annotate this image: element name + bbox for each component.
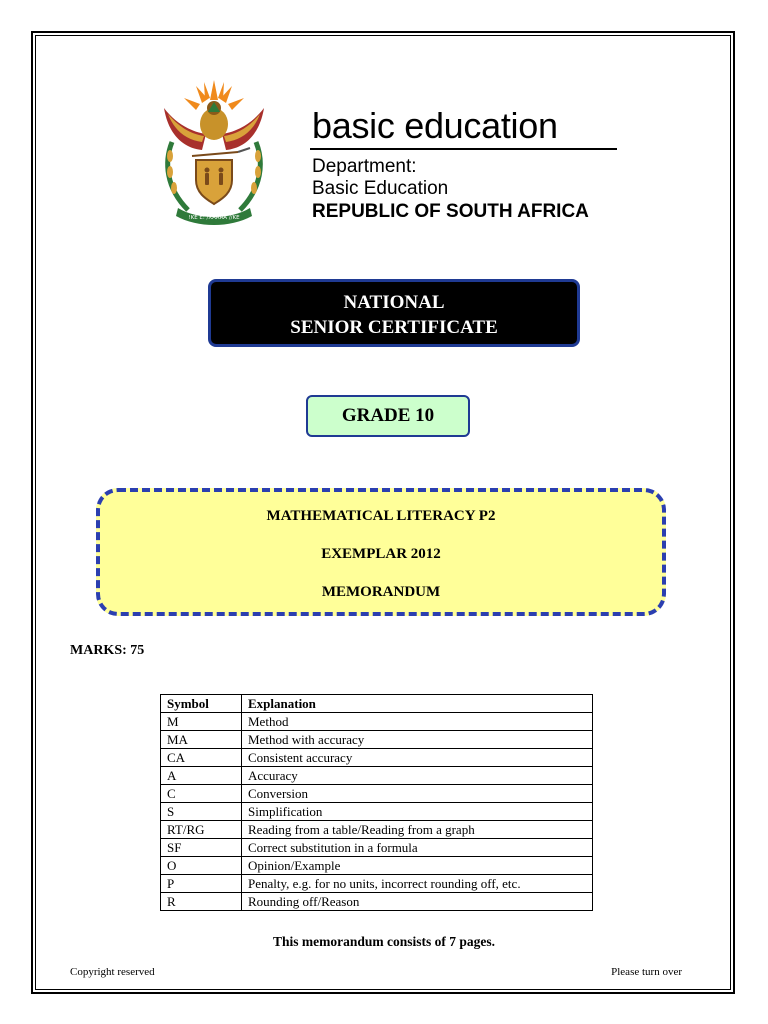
page-count-note: This memorandum consists of 7 pages.	[272, 934, 496, 949]
certificate-line2: SENIOR CERTIFICATE	[290, 317, 498, 338]
symbol-cell: A	[161, 767, 242, 785]
column-header-symbol: Symbol	[161, 695, 242, 713]
explanation-cell: Conversion	[242, 785, 593, 803]
explanation-cell: Consistent accuracy	[242, 749, 593, 767]
dept-country: REPUBLIC OF SOUTH AFRICA	[312, 201, 589, 222]
symbol-cell: R	[161, 893, 242, 911]
exemplar-year: EXEMPLAR 2012	[321, 546, 441, 562]
table-row	[161, 767, 593, 785]
document-type: MEMORANDUM	[321, 584, 441, 600]
column-header-explanation: Explanation	[242, 695, 593, 713]
explanation-cell: Reading from a table/Reading from a graph	[242, 821, 593, 839]
symbol-legend-table	[160, 694, 593, 911]
grade-badge: GRADE 10	[306, 395, 470, 437]
table-row	[161, 893, 593, 911]
explanation-cell: Opinion/Example	[242, 857, 593, 875]
copyright-footer: Copyright reserved	[70, 966, 155, 978]
symbol-cell: CA	[161, 749, 242, 767]
symbol-cell: O	[161, 857, 242, 875]
certificate-banner	[208, 279, 580, 347]
explanation-cell: Simplification	[242, 803, 593, 821]
table-row	[161, 803, 593, 821]
subject-panel	[96, 488, 666, 616]
symbol-cell: P	[161, 875, 242, 893]
explanation-cell: Correct substitution in a formula	[242, 839, 593, 857]
explanation-cell: Penalty, e.g. for no units, incorrect rounding off, etc.	[242, 875, 593, 893]
table-header-row	[161, 695, 593, 713]
total-marks: MARKS: 75	[70, 643, 145, 658]
dept-divider	[310, 148, 617, 150]
department-heading	[310, 106, 620, 224]
explanation-cell: Accuracy	[242, 767, 593, 785]
table-row	[161, 821, 593, 839]
table-row	[161, 875, 593, 893]
coat-of-arms-icon	[158, 78, 270, 228]
table-row	[161, 785, 593, 803]
symbol-cell: SF	[161, 839, 242, 857]
symbol-cell: S	[161, 803, 242, 821]
crest-motto: !KE E: /XARRA //KE	[188, 215, 240, 221]
dept-label: Department:	[312, 156, 417, 177]
symbol-cell: C	[161, 785, 242, 803]
explanation-cell: Method	[242, 713, 593, 731]
table-row	[161, 857, 593, 875]
table-row	[161, 731, 593, 749]
symbol-cell: M	[161, 713, 242, 731]
dept-name: Basic Education	[312, 178, 449, 199]
symbol-cell: RT/RG	[161, 821, 242, 839]
subject-title: MATHEMATICAL LITERACY P2	[266, 508, 496, 524]
symbol-cell: MA	[161, 731, 242, 749]
certificate-line1: NATIONAL	[343, 292, 445, 313]
explanation-cell: Rounding off/Reason	[242, 893, 593, 911]
turn-over-footer: Please turn over	[611, 966, 682, 978]
table-row	[161, 839, 593, 857]
explanation-cell: Method with accuracy	[242, 731, 593, 749]
dept-title: basic education	[312, 105, 558, 146]
table-row	[161, 749, 593, 767]
table-row	[161, 713, 593, 731]
